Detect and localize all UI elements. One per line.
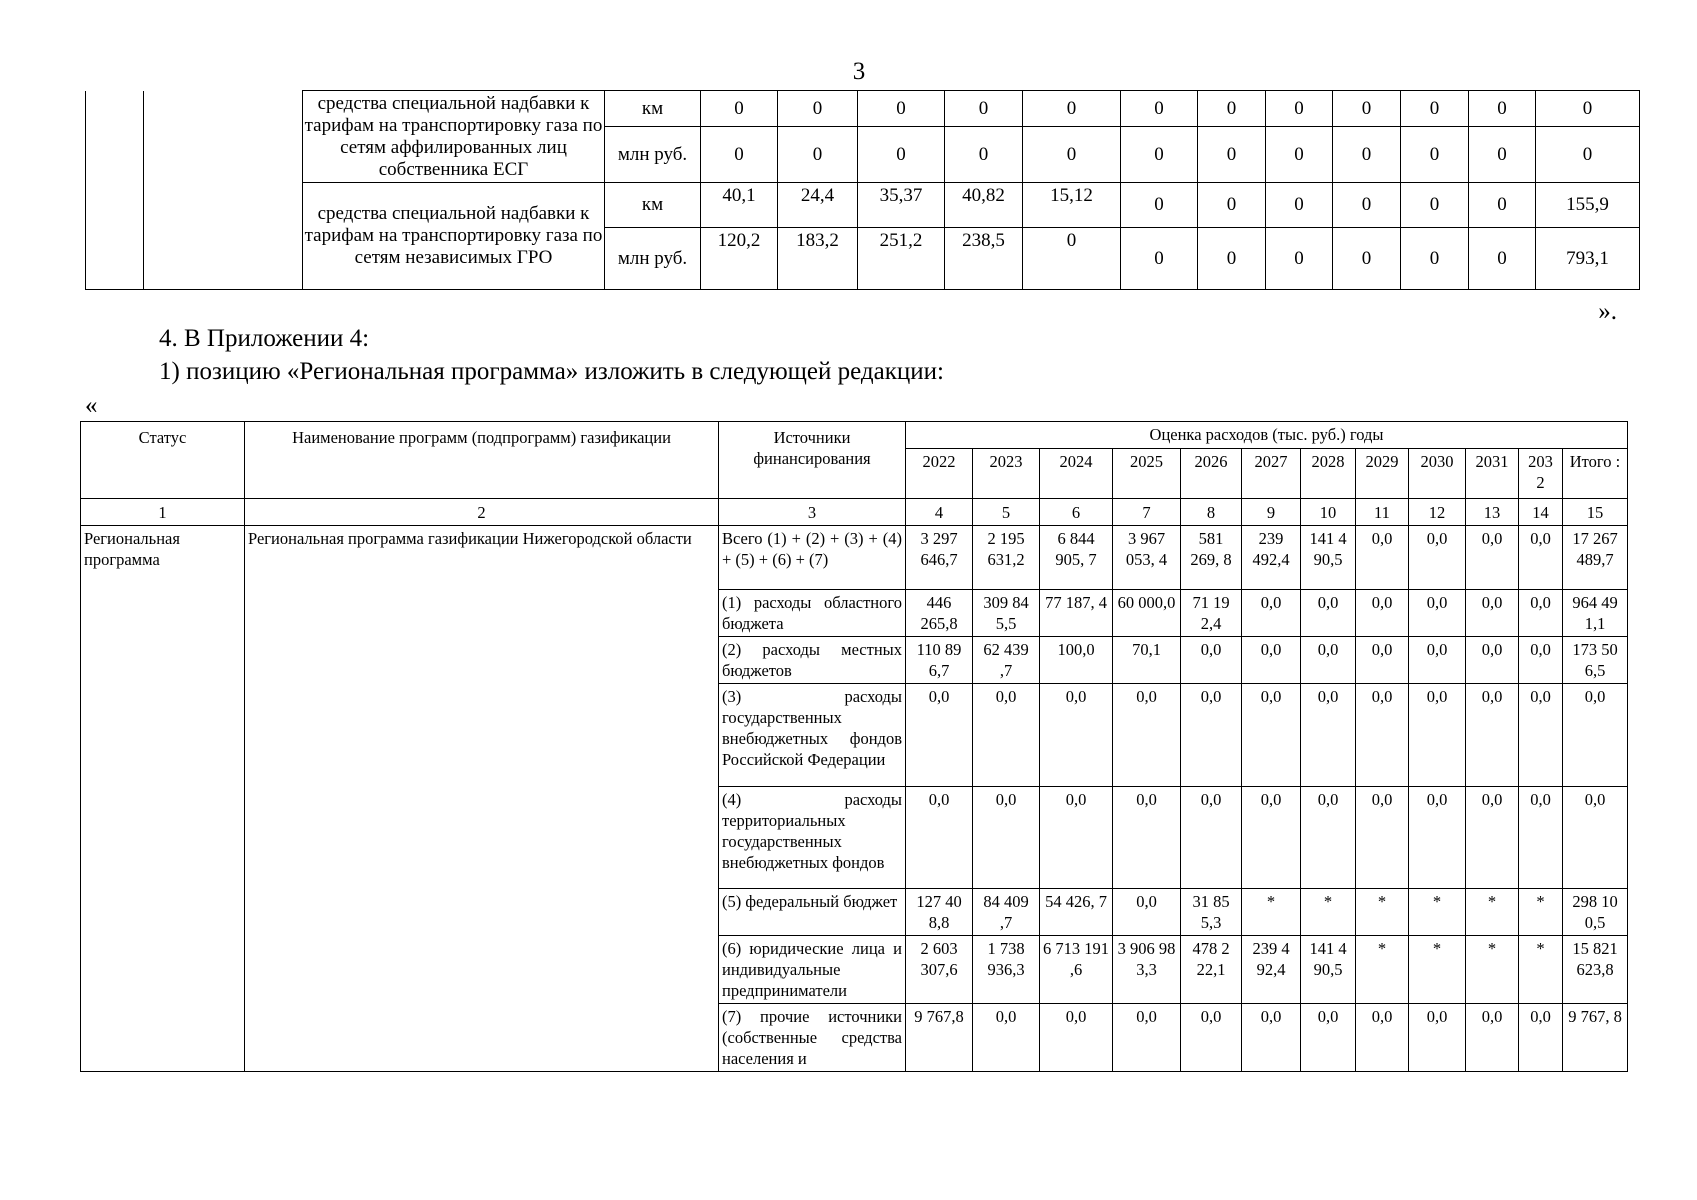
value-cell: 0,0	[1563, 787, 1628, 889]
value-cell: 70,1	[1113, 637, 1181, 684]
column-number: 4	[906, 499, 973, 526]
column-number: 15	[1563, 499, 1628, 526]
value-cell: 0,0	[906, 787, 973, 889]
header-year: 2024	[1040, 449, 1113, 499]
value-cell: *	[1466, 936, 1519, 1004]
value-cell: *	[1466, 889, 1519, 936]
page-number: 3	[852, 58, 866, 85]
value-cell: 0,0	[1040, 787, 1113, 889]
funding-name-cell: средства специальной надбавки к тарифам на транспортировку газа по сетям аффилированных лиц собственника ЕСГ	[303, 91, 605, 183]
value-cell: 0,0	[1563, 684, 1628, 787]
value-cell: 0	[1469, 183, 1536, 228]
value-cell: 964 49 1,1	[1563, 590, 1628, 637]
funding-source-cell: (5) федеральный бюджет	[719, 889, 906, 936]
funding-source-cell: (4) расходы территориальных государственных внебюджетных фондов	[719, 787, 906, 889]
header-year: 2031	[1466, 449, 1519, 499]
value-cell: 0,0	[1466, 684, 1519, 787]
value-cell: 84 409 ,7	[973, 889, 1040, 936]
value-cell: 0	[1401, 228, 1469, 290]
value-cell: 9 767,8	[906, 1004, 973, 1072]
value-cell: 0,0	[1466, 590, 1519, 637]
unit-cell: км	[605, 183, 701, 228]
value-cell: 0,0	[1466, 787, 1519, 889]
value-cell: 0	[1198, 127, 1266, 183]
status-cell: Региональная программа	[81, 526, 245, 1072]
value-cell: 0,0	[1409, 637, 1466, 684]
value-cell: 3 297 646,7	[906, 526, 973, 590]
value-cell: 62 439 ,7	[973, 637, 1040, 684]
value-cell: 0,0	[1242, 1004, 1301, 1072]
column-number: 12	[1409, 499, 1466, 526]
value-cell: 0,0	[1040, 684, 1113, 787]
value-cell: 0	[778, 127, 858, 183]
value-cell: 0,0	[1301, 787, 1356, 889]
header-year: 2030	[1409, 449, 1466, 499]
value-cell: 120,2	[701, 228, 778, 290]
opening-quote: «	[85, 392, 98, 419]
value-cell: 0	[1266, 91, 1333, 127]
value-cell: 0	[1401, 91, 1469, 127]
value-cell: 0	[1121, 183, 1198, 228]
column-number: 3	[719, 499, 906, 526]
value-cell: 0,0	[1466, 1004, 1519, 1072]
value-cell: 35,37	[858, 183, 945, 228]
column-number: 8	[1181, 499, 1242, 526]
column-number: 6	[1040, 499, 1113, 526]
value-cell: 0	[1198, 91, 1266, 127]
value-cell: 581 269, 8	[1181, 526, 1242, 590]
value-cell: 127 40 8,8	[906, 889, 973, 936]
value-cell: *	[1409, 889, 1466, 936]
value-cell: 0,0	[1356, 1004, 1409, 1072]
header-year: 2022	[906, 449, 973, 499]
funding-source-cell: (2) расходы местных бюджетов	[719, 637, 906, 684]
value-cell: 0,0	[1301, 684, 1356, 787]
value-cell: 0,0	[1519, 590, 1563, 637]
value-cell: 0,0	[1356, 637, 1409, 684]
value-cell: 173 50 6,5	[1563, 637, 1628, 684]
value-cell: 0,0	[1409, 526, 1466, 590]
value-cell: 2 603 307,6	[906, 936, 973, 1004]
value-cell: 0,0	[1356, 526, 1409, 590]
value-cell: 0,0	[1356, 684, 1409, 787]
paragraph-instruction: 1) позицию «Региональная программа» изложить в следующей редакции:	[159, 358, 944, 385]
value-cell: 0,0	[1301, 637, 1356, 684]
value-cell: 0	[1401, 127, 1469, 183]
value-cell: 0,0	[1409, 684, 1466, 787]
value-cell: 141 4 90,5	[1301, 526, 1356, 590]
column-number: 10	[1301, 499, 1356, 526]
value-cell: 0,0	[1181, 1004, 1242, 1072]
value-cell: 0	[1198, 183, 1266, 228]
column-number: 13	[1466, 499, 1519, 526]
value-cell: 239 4 92,4	[1242, 936, 1301, 1004]
value-cell: 0,0	[1466, 637, 1519, 684]
value-cell: 0	[701, 91, 778, 127]
value-cell: 0,0	[1301, 590, 1356, 637]
value-cell: 0	[1469, 228, 1536, 290]
header-year: 2023	[973, 449, 1040, 499]
value-cell: 446 265,8	[906, 590, 973, 637]
value-cell: 1 738 936,3	[973, 936, 1040, 1004]
paragraph-heading: 4. В Приложении 4:	[159, 325, 370, 352]
value-cell: 183,2	[778, 228, 858, 290]
value-cell: 40,1	[701, 183, 778, 228]
closing-quote: ».	[1598, 298, 1617, 325]
value-cell: 0,0	[1519, 526, 1563, 590]
value-cell: 110 89 6,7	[906, 637, 973, 684]
value-cell: *	[1356, 889, 1409, 936]
value-cell: 155,9	[1536, 183, 1640, 228]
header-year: 2029	[1356, 449, 1409, 499]
value-cell: 3 967 053, 4	[1113, 526, 1181, 590]
funding-source-cell: (6) юридические лица и индивидуальные предприниматели	[719, 936, 906, 1004]
header-row	[81, 422, 1628, 449]
value-cell: 71 19 2,4	[1181, 590, 1242, 637]
value-cell: 0	[858, 127, 945, 183]
column-number: 5	[973, 499, 1040, 526]
value-cell: 141 4 90,5	[1301, 936, 1356, 1004]
table-row	[86, 91, 1640, 127]
value-cell: 0,0	[1519, 1004, 1563, 1072]
regional-program-table	[80, 421, 1628, 1072]
value-cell: 0	[1023, 228, 1121, 290]
unit-cell: км	[605, 91, 701, 127]
top-continuation-table	[85, 90, 1640, 290]
value-cell: 0,0	[973, 684, 1040, 787]
funding-source-cell: (1) расходы областного бюджета	[719, 590, 906, 637]
value-cell: 0	[858, 91, 945, 127]
value-cell: 60 000,0	[1113, 590, 1181, 637]
value-cell: 0,0	[1242, 684, 1301, 787]
header-sources: Источники финансирования	[719, 422, 906, 499]
value-cell: 0	[1023, 91, 1121, 127]
value-cell: 0,0	[1040, 1004, 1113, 1072]
value-cell: 0,0	[1181, 684, 1242, 787]
value-cell: 0	[1401, 183, 1469, 228]
value-cell: *	[1409, 936, 1466, 1004]
value-cell: 0,0	[973, 787, 1040, 889]
value-cell: 0,0	[1409, 787, 1466, 889]
header-expense-estimate: Оценка расходов (тыс. руб.) годы	[906, 422, 1628, 449]
value-cell: 0,0	[1181, 637, 1242, 684]
table-row	[81, 526, 1628, 590]
value-cell: 0	[778, 91, 858, 127]
value-cell: 0	[1469, 127, 1536, 183]
header-year: 2025	[1113, 449, 1181, 499]
value-cell: 15,12	[1023, 183, 1121, 228]
value-cell: 0	[945, 127, 1023, 183]
header-year: 2026	[1181, 449, 1242, 499]
value-cell: 0	[1266, 127, 1333, 183]
value-cell: 0	[1536, 91, 1640, 127]
value-cell: 0,0	[1242, 787, 1301, 889]
column-number: 9	[1242, 499, 1301, 526]
table-row	[86, 183, 1640, 228]
unit-cell: млн руб.	[605, 228, 701, 290]
value-cell: 0,0	[1242, 637, 1301, 684]
value-cell: 0,0	[1409, 590, 1466, 637]
value-cell: 251,2	[858, 228, 945, 290]
value-cell: *	[1301, 889, 1356, 936]
value-cell: 0	[1121, 228, 1198, 290]
program-name-cell: Региональная программа газификации Нижегородской области	[245, 526, 719, 1072]
header-year: Итого :	[1563, 449, 1628, 499]
value-cell: 0	[1121, 127, 1198, 183]
value-cell: 0	[1333, 183, 1401, 228]
value-cell: 0,0	[1519, 787, 1563, 889]
value-cell: 0	[1266, 183, 1333, 228]
value-cell: 0,0	[1519, 684, 1563, 787]
header-year: 2027	[1242, 449, 1301, 499]
value-cell: 6 713 191 ,6	[1040, 936, 1113, 1004]
value-cell: 309 84 5,5	[973, 590, 1040, 637]
value-cell: 0	[945, 91, 1023, 127]
value-cell: 0	[1198, 228, 1266, 290]
value-cell: 0	[1266, 228, 1333, 290]
funding-name-cell: средства специальной надбавки к тарифам на транспортировку газа по сетям независимых ГРО	[303, 183, 605, 290]
value-cell: 54 426, 7	[1040, 889, 1113, 936]
value-cell: 3 906 98 3,3	[1113, 936, 1181, 1004]
empty-cell	[86, 91, 144, 290]
column-number: 1	[81, 499, 245, 526]
value-cell: 239 492,4	[1242, 526, 1301, 590]
column-number: 2	[245, 499, 719, 526]
value-cell: 15 821 623,8	[1563, 936, 1628, 1004]
value-cell: 0	[1121, 91, 1198, 127]
value-cell: 9 767, 8	[1563, 1004, 1628, 1072]
funding-source-cell: (3) расходы государственных внебюджетных фондов Российской Федерации	[719, 684, 906, 787]
value-cell: 0,0	[1466, 526, 1519, 590]
value-cell: 0	[1536, 127, 1640, 183]
value-cell: 0,0	[1113, 684, 1181, 787]
value-cell: 24,4	[778, 183, 858, 228]
value-cell: 478 2 22,1	[1181, 936, 1242, 1004]
column-numbers-row	[81, 499, 1628, 526]
funding-source-cell: Всего (1) + (2) + (3) + (4) + (5) + (6) + (7)	[719, 526, 906, 590]
value-cell: 0,0	[1113, 787, 1181, 889]
value-cell: 77 187, 4	[1040, 590, 1113, 637]
value-cell: 17 267 489,7	[1563, 526, 1628, 590]
value-cell: 0,0	[1409, 1004, 1466, 1072]
value-cell: 298 10 0,5	[1563, 889, 1628, 936]
value-cell: 0	[1333, 91, 1401, 127]
value-cell: 0,0	[906, 684, 973, 787]
value-cell: 100,0	[1040, 637, 1113, 684]
empty-cell	[144, 91, 303, 290]
value-cell: *	[1242, 889, 1301, 936]
value-cell: 0	[1023, 127, 1121, 183]
value-cell: 0	[1333, 228, 1401, 290]
value-cell: 31 85 5,3	[1181, 889, 1242, 936]
value-cell: 0	[1333, 127, 1401, 183]
value-cell: 0,0	[973, 1004, 1040, 1072]
header-year: 2028	[1301, 449, 1356, 499]
value-cell: 0,0	[1113, 1004, 1181, 1072]
column-number: 7	[1113, 499, 1181, 526]
header-year: 203 2	[1519, 449, 1563, 499]
value-cell: 0,0	[1242, 590, 1301, 637]
value-cell: 0,0	[1356, 787, 1409, 889]
column-number: 14	[1519, 499, 1563, 526]
header-program-name: Наименование программ (подпрограмм) газификации	[245, 422, 719, 499]
value-cell: 0,0	[1113, 889, 1181, 936]
value-cell: 793,1	[1536, 228, 1640, 290]
value-cell: 0	[1469, 91, 1536, 127]
column-number: 11	[1356, 499, 1409, 526]
header-status: Статус	[81, 422, 245, 499]
value-cell: 0,0	[1181, 787, 1242, 889]
funding-source-cell: (7) прочие источники (собственные средства населения и	[719, 1004, 906, 1072]
value-cell: 0,0	[1356, 590, 1409, 637]
value-cell: *	[1519, 936, 1563, 1004]
value-cell: 0,0	[1519, 637, 1563, 684]
value-cell: 2 195 631,2	[973, 526, 1040, 590]
value-cell: 0	[701, 127, 778, 183]
value-cell: 40,82	[945, 183, 1023, 228]
value-cell: *	[1519, 889, 1563, 936]
value-cell: *	[1356, 936, 1409, 1004]
value-cell: 0,0	[1301, 1004, 1356, 1072]
value-cell: 6 844 905, 7	[1040, 526, 1113, 590]
unit-cell: млн руб.	[605, 127, 701, 183]
value-cell: 238,5	[945, 228, 1023, 290]
